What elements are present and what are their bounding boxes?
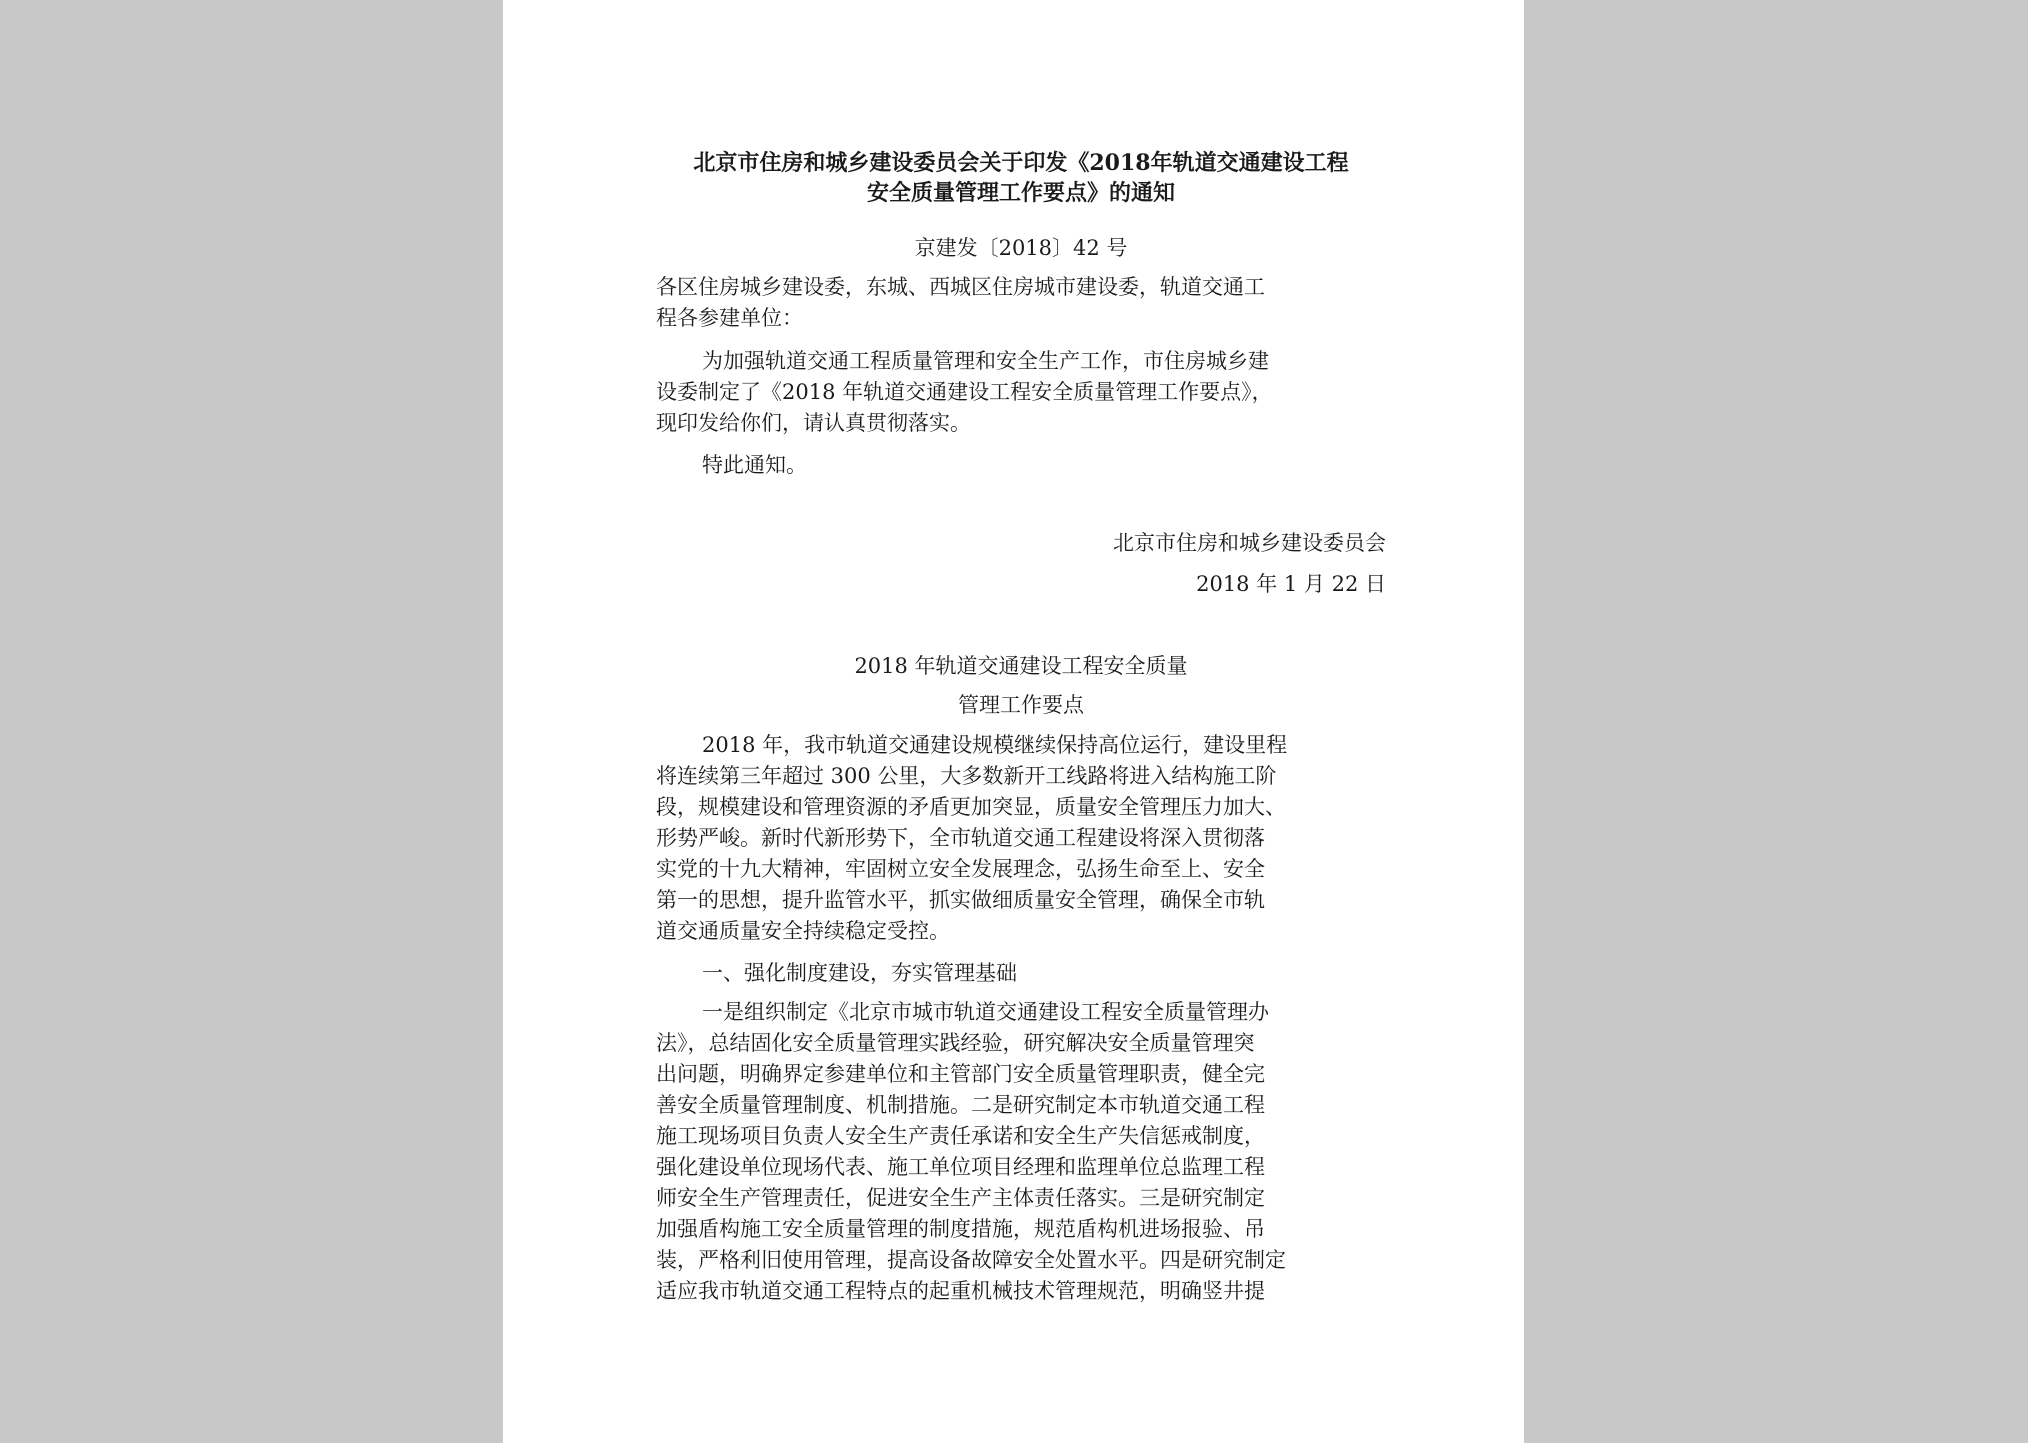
issuer: 北京市住房和城乡建设委员会 [1113,531,1386,555]
recipients-line-1: 各区住房城乡建设委，东城、西城区住房城市建设委，轨道交通工 [656,275,1265,299]
intro-line: 第一的思想，提升监管水平，抓实做细质量安全管理，确保全市轨 [656,888,1265,912]
intro-line: 2018 年，我市轨道交通建设规模继续保持高位运行，建设里程 [702,733,1288,757]
closing-text: 特此通知。 [702,453,807,477]
recipients-line-2: 程各参建单位： [656,306,803,330]
notice-title-line-2: 安全质量管理工作要点》的通知 [866,180,1175,206]
intro-line: 实党的十九大精神，牢固树立安全发展理念，弘扬生命至上、安全 [656,857,1265,881]
notice-body [656,346,1386,439]
intro-line: 将连续第三年超过 300 公里，大多数新开工线路将进入结构施工阶 [656,764,1277,788]
section-1-line: 法》，总结固化安全质量管理实践经验，研究解决安全质量管理突 [656,1031,1255,1055]
section-1-heading [656,958,1386,989]
section-1-heading-text: 一、强化制度建设，夯实管理基础 [702,961,1017,985]
section-1-line: 出问题，明确界定参建单位和主管部门安全质量管理职责，健全完 [656,1062,1265,1086]
section-1-line: 加强盾构施工安全质量管理的制度措施，规范盾构机进场报验、吊 [656,1217,1265,1241]
document-number: 京建发〔2018〕42 号 [914,236,1128,260]
section-1-line: 一是组织制定《北京市城市轨道交通建设工程安全质量管理办 [702,1000,1269,1024]
section-1-line: 师安全生产管理责任，促进安全生产主体责任落实。三是研究制定 [656,1186,1265,1210]
section-1-line: 适应我市轨道交通工程特点的起重机械技术管理规范，明确竖井提 [656,1279,1265,1303]
closing [656,450,1386,481]
section-1-line: 善安全质量管理制度、机制措施。二是研究制定本市轨道交通工程 [656,1093,1265,1117]
intro-line: 道交通质量安全持续稳定受控。 [656,919,950,943]
notice-body-line-2: 设委制定了《2018 年轨道交通建设工程安全质量管理工作要点》， [656,380,1273,404]
issue-date: 2018 年 1 月 22 日 [1196,572,1386,596]
intro-line: 段，规模建设和管理资源的矛盾更加突显，质量安全管理压力加大、 [656,795,1286,819]
attachment-title-line-1: 2018 年轨道交通建设工程安全质量 [854,654,1188,678]
notice-body-line-3: 现印发给你们，请认真贯彻落实。 [656,411,971,435]
intro-line: 形势严峻。新时代新形势下，全市轨道交通工程建设将深入贯彻落 [656,826,1265,850]
section-1-line: 强化建设单位现场代表、施工单位项目经理和监理单位总监理工程 [656,1155,1265,1179]
section-1-body [656,997,1386,1307]
attachment-title-line-2: 管理工作要点 [958,693,1084,717]
section-1-line: 装，严格利旧使用管理，提高设备故障安全处置水平。四是研究制定 [656,1248,1286,1272]
recipients [656,272,1386,334]
document-page [503,0,1524,1443]
section-1-line: 施工现场项目负责人安全生产责任承诺和安全生产失信惩戒制度， [656,1124,1265,1148]
notice-body-line-1: 为加强轨道交通工程质量管理和安全生产工作，市住房城乡建 [702,349,1269,373]
notice-title-line-1: 北京市住房和城乡建设委员会关于印发《2018年轨道交通建设工程 [693,150,1349,176]
attachment-intro [656,730,1386,947]
